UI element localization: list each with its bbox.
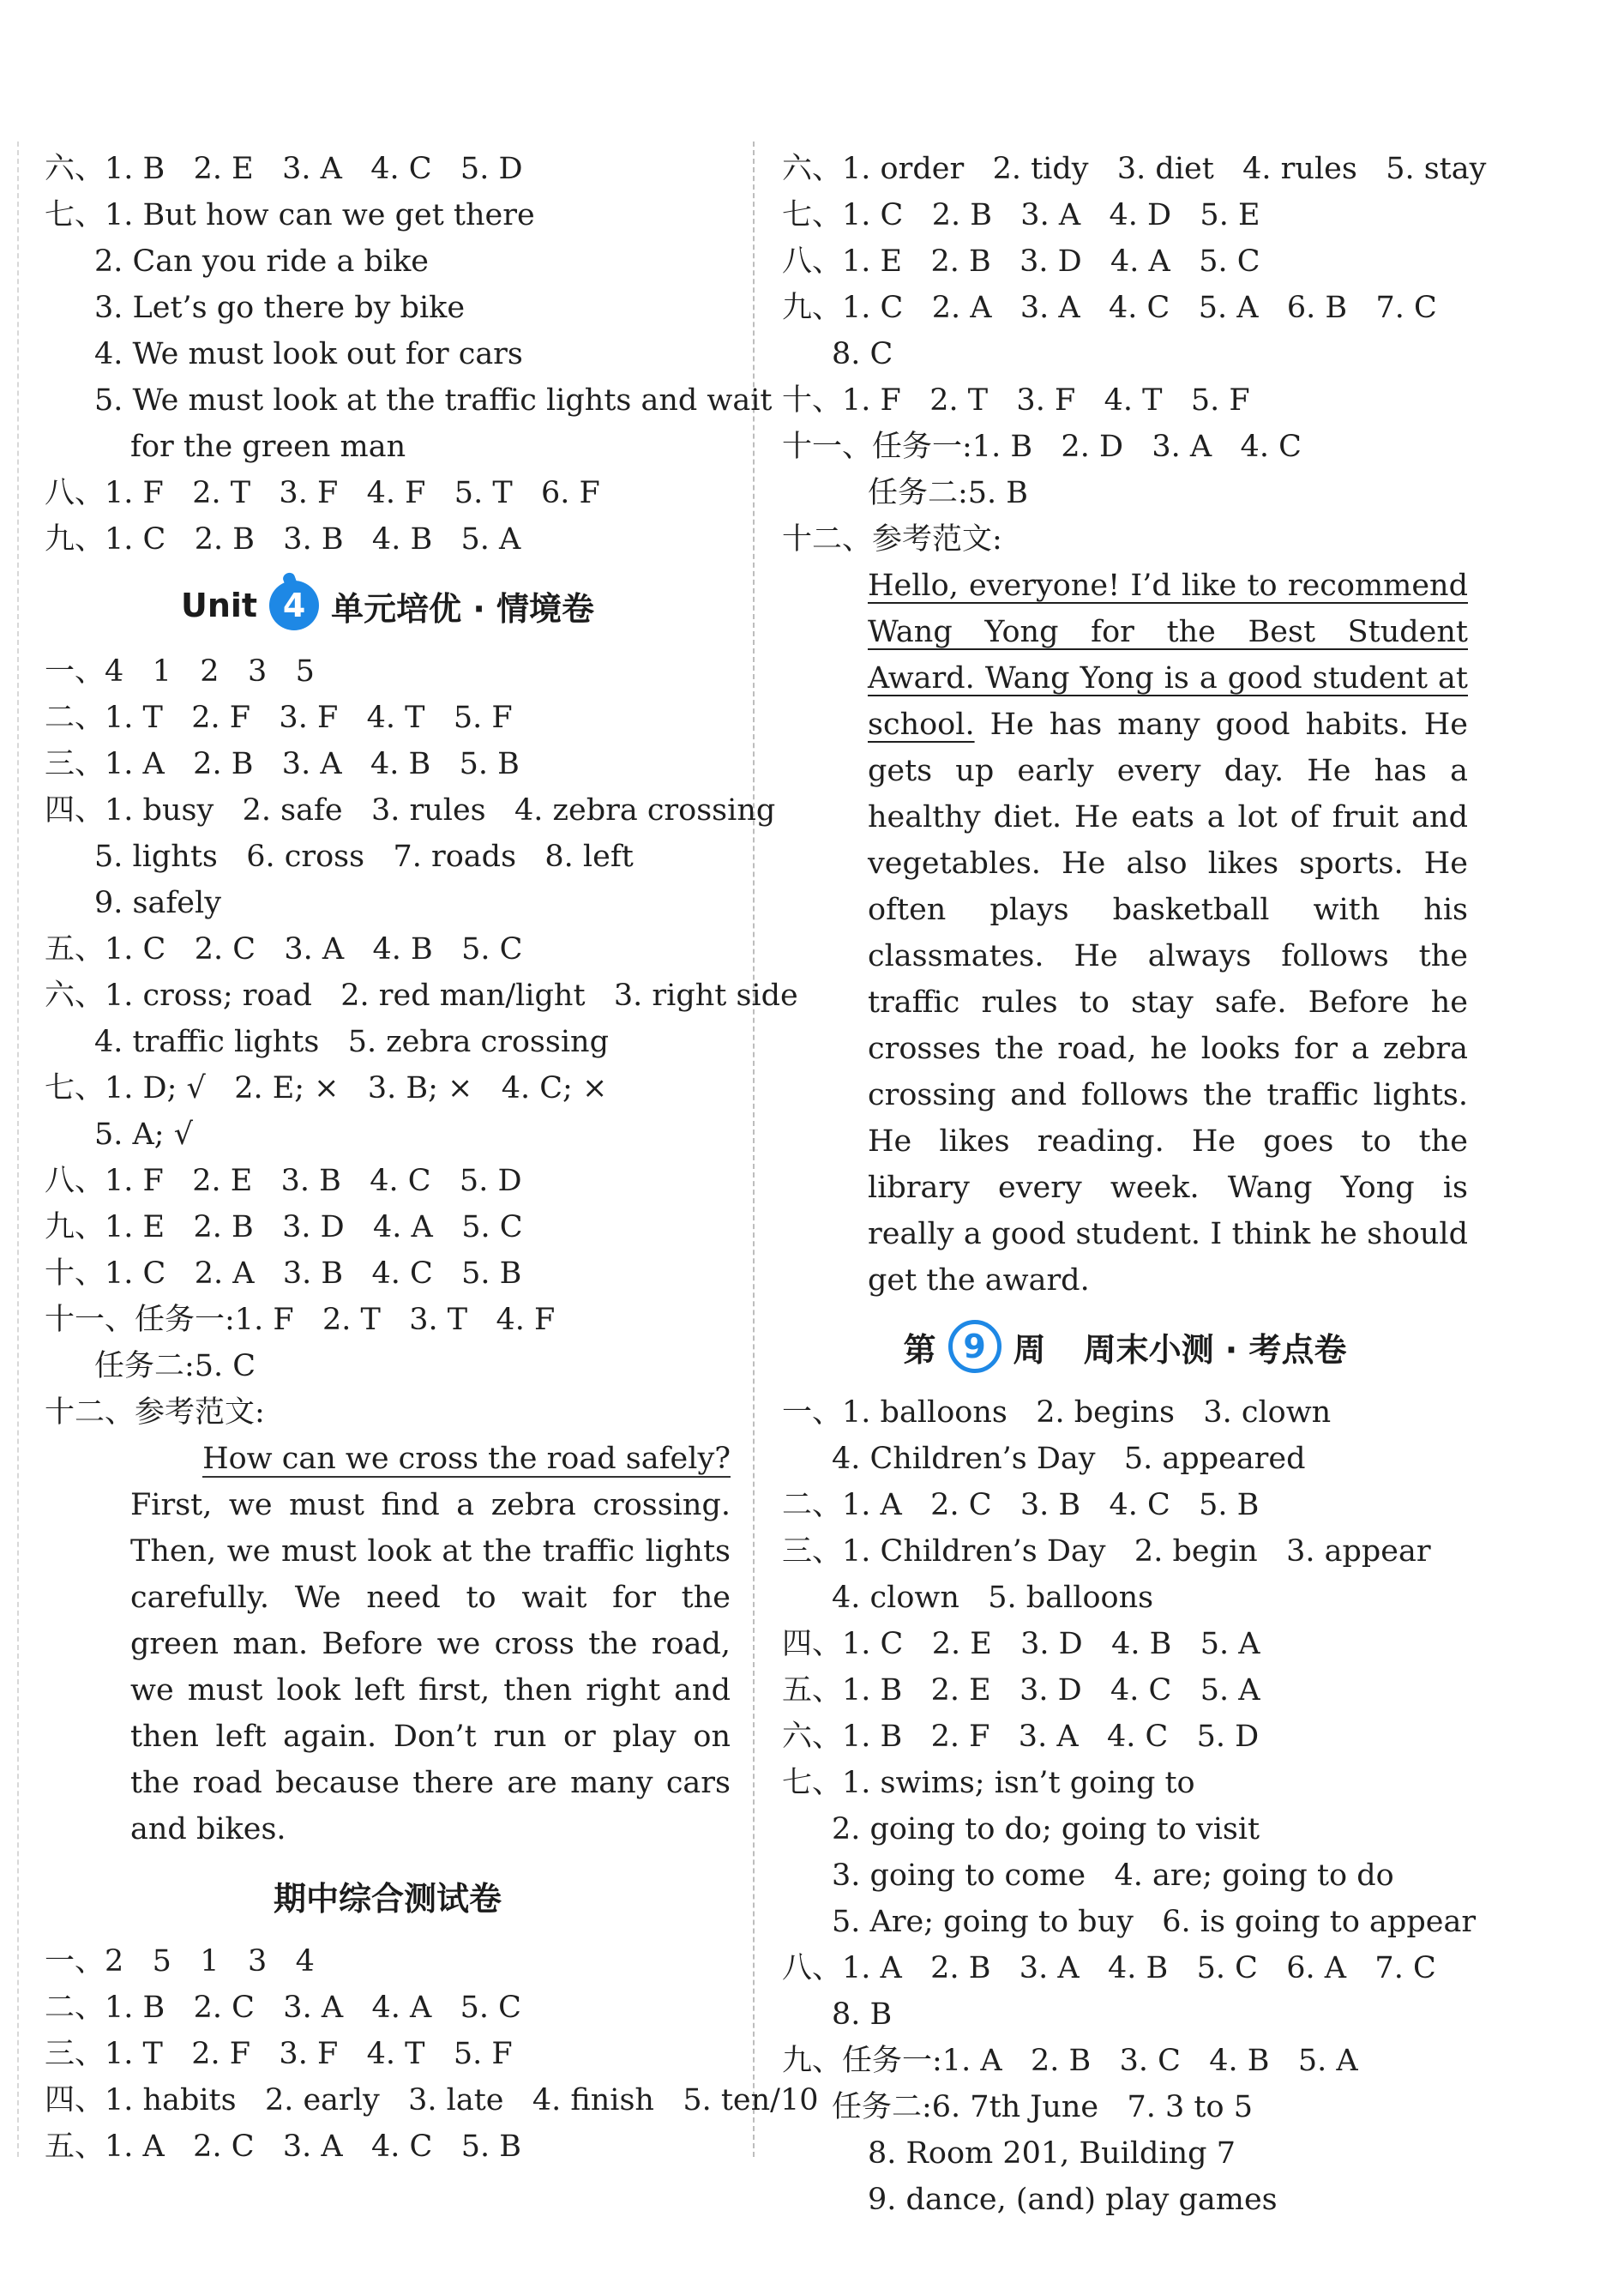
column-divider	[753, 142, 755, 2157]
answer-line	[45, 1158, 731, 1204]
question-number: 十一、	[45, 1303, 135, 1337]
midterm-heading	[45, 1852, 731, 1938]
answer-line	[782, 1899, 1477, 1945]
question-number: 十、	[45, 1256, 105, 1291]
answer-text: 1. A 2. C 3. B 4. C 5. B	[842, 1488, 1260, 1522]
question-number: 六、	[45, 979, 105, 1013]
left-answers-midterm	[45, 1938, 819, 2170]
question-number: 一、	[45, 1944, 105, 1979]
answer-text: 5. We must look at the traffic lights and wait	[94, 383, 773, 418]
answer-line	[45, 1389, 731, 1436]
left-margin-rule	[17, 142, 19, 2157]
answer-text: 9. safely	[94, 886, 221, 920]
question-number: 三、	[45, 2037, 105, 2071]
answer-text: 4 1 2 3 5	[105, 654, 315, 689]
left-essay	[45, 1436, 731, 1482]
question-number: 五、	[45, 2129, 105, 2164]
answer-line	[782, 1714, 1468, 1760]
answer-text: 1. C 2. B 3. B 4. B 5. A	[105, 522, 521, 557]
answer-text: 1. E 2. B 3. D 4. A 5. C	[842, 244, 1260, 279]
answer-line	[782, 1760, 1468, 1806]
answer-line	[45, 331, 731, 377]
question-number: 三、	[782, 1534, 843, 1569]
answer-text: 任务二:6. 7th June 7. 3 to 5	[832, 2090, 1253, 2124]
answer-text: 1. But how can we get there	[105, 198, 535, 232]
question-number: 七、	[45, 198, 105, 232]
question-number: 七、	[782, 1766, 843, 1800]
question-number: 九、	[45, 522, 105, 557]
answer-line	[782, 470, 1468, 516]
answer-line	[782, 424, 1468, 470]
answer-line	[45, 695, 731, 741]
answer-text: 参考范文:	[872, 522, 1002, 557]
answer-line	[782, 285, 1468, 331]
answer-line	[45, 377, 773, 424]
answer-line	[45, 1938, 731, 1985]
answer-text: 5. A; √	[94, 1117, 194, 1152]
answer-line	[45, 834, 731, 880]
answer-text: 任务一:1. B 2. D 3. A 4. C	[872, 430, 1302, 464]
answer-text: 1. habits 2. early 3. late 4. finish 5. ten/10	[105, 2083, 819, 2117]
question-number: 四、	[782, 1627, 843, 1661]
answer-text: 9. dance, (and) play games	[868, 2183, 1278, 2217]
answer-line	[45, 926, 731, 973]
midterm-title: 期中综合测试卷	[273, 1879, 502, 1918]
unit-title: 单元培优 · 情境卷	[331, 589, 594, 628]
right-essay	[782, 563, 1468, 1304]
answer-text: 1. F 2. E 3. B 4. C 5. D	[105, 1164, 522, 1198]
question-number: 八、	[45, 1164, 105, 1198]
question-number: 一、	[45, 654, 105, 689]
question-number: 五、	[45, 932, 105, 967]
answer-text: 3. going to come 4. are; going to do	[832, 1858, 1394, 1893]
answer-line	[45, 1343, 731, 1389]
answer-line	[45, 1065, 731, 1111]
unit4-heading	[45, 563, 731, 648]
week9-heading	[782, 1304, 1468, 1389]
answer-line	[782, 238, 1468, 285]
answer-text: 1. E 2. B 3. D 4. A 5. C	[105, 1210, 523, 1244]
answer-line	[45, 285, 731, 331]
left-column	[45, 146, 819, 2170]
question-number: 八、	[782, 1951, 843, 1985]
answer-text: 3. Let’s go there by bike	[94, 291, 466, 325]
answer-line	[782, 1621, 1468, 1667]
question-number: 六、	[782, 152, 843, 186]
answer-line	[782, 1528, 1468, 1575]
answer-text: 参考范文:	[135, 1395, 265, 1430]
answer-text: 2. Can you ride a bike	[94, 244, 430, 279]
unit-label: Unit	[180, 587, 258, 624]
answer-line	[782, 1389, 1468, 1436]
answer-text: 1. B 2. F 3. A 4. C 5. D	[842, 1720, 1260, 1754]
answer-line	[782, 192, 1468, 238]
answer-text: 1. F 2. T 3. F 4. T 5. F	[842, 383, 1250, 418]
answer-text: 任务一:1. A 2. B 3. C 4. B 5. A	[842, 2044, 1358, 2078]
answer-text: 1. A 2. B 3. A 4. B 5. B	[105, 747, 520, 781]
answer-text: 1. C 2. A 3. B 4. C 5. B	[105, 1256, 522, 1291]
answer-text: 任务二:5. B	[868, 476, 1029, 510]
answer-text: 1. D; √ 2. E; × 3. B; × 4. C; ×	[105, 1071, 608, 1105]
left-essay-body: First, we must find a zebra crossing. Then, we must look at the traffic lights carefully. We need to wait for the green man. Before we cross the road, we must look left first, then right and then left again. Don’t run or play on the road because there are many cars and bikes.	[130, 1488, 731, 1846]
question-number: 十二、	[782, 522, 873, 557]
answer-text: 1. C 2. E 3. D 4. B 5. A	[842, 1627, 1260, 1661]
question-number: 六、	[782, 1720, 843, 1754]
right-answers-week9	[782, 1389, 1477, 2223]
answer-line	[45, 1297, 731, 1343]
answer-line	[45, 648, 731, 695]
question-number: 四、	[45, 2083, 105, 2117]
answer-line	[45, 2123, 731, 2170]
question-number: 二、	[782, 1488, 843, 1522]
answer-line	[782, 1575, 1468, 1621]
answer-line	[782, 1482, 1468, 1528]
question-number: 十、	[782, 383, 843, 418]
answer-line	[45, 1111, 731, 1158]
answer-text: 1. A 2. B 3. A 4. B 5. C 6. A 7. C	[842, 1951, 1436, 1985]
answer-text: 1. B 2. E 3. D 4. C 5. A	[842, 1673, 1260, 1708]
answer-text: 1. Children’s Day 2. begin 3. appear	[842, 1534, 1431, 1569]
answer-line	[782, 2038, 1468, 2084]
left-answers-top	[45, 146, 773, 563]
answer-text: 1. B 2. E 3. A 4. C 5. D	[105, 152, 523, 186]
question-number: 九、	[45, 1210, 105, 1244]
answer-line	[782, 2084, 1468, 2130]
answer-text: 1. swims; isn’t going to	[842, 1766, 1195, 1800]
answer-text: 4. We must look out for cars	[94, 337, 523, 371]
week-number-badge: 9	[948, 1320, 1001, 1373]
question-number: 六、	[45, 152, 105, 186]
question-number: 七、	[782, 198, 843, 232]
answer-text: 任务一:1. F 2. T 3. T 4. F	[135, 1303, 556, 1337]
answer-text: 1. busy 2. safe 3. rules 4. zebra crossing	[105, 793, 776, 828]
answer-line	[782, 516, 1468, 563]
week-suffix: 周	[1013, 1330, 1046, 1369]
question-number: 九、	[782, 291, 843, 325]
essay-opening-underlined: Hello, everyone! I’d like to recommend Wang Yong for the Best Student Award. Wang Yong is a good student at school.	[868, 569, 1468, 742]
answer-text: 5. lights 6. cross 7. roads 8. left	[94, 840, 634, 874]
answer-text: 1. C 2. A 3. A 4. C 5. A 6. B 7. C	[842, 291, 1437, 325]
answer-line	[45, 787, 776, 834]
question-number: 四、	[45, 793, 105, 828]
answer-line	[45, 741, 731, 787]
week-prefix: 第	[903, 1330, 936, 1369]
right-answers-top	[782, 146, 1487, 563]
essay-title: How can we cross the road safely?	[202, 1442, 731, 1476]
answer-text: 1. T 2. F 3. F 4. T 5. F	[105, 701, 513, 735]
question-number: 二、	[45, 701, 105, 735]
question-number: 八、	[45, 476, 105, 510]
answer-line	[782, 1436, 1468, 1482]
answer-text: 1. C 2. C 3. A 4. B 5. C	[105, 932, 523, 967]
left-answers-unit4	[45, 648, 798, 1436]
answer-line	[45, 470, 731, 516]
answer-line	[45, 1250, 731, 1297]
answer-line	[45, 146, 731, 192]
answer-line	[782, 377, 1468, 424]
question-number: 十一、	[782, 430, 873, 464]
answer-text: 8. Room 201, Building 7	[868, 2136, 1236, 2171]
answer-line	[45, 424, 731, 470]
answer-text: 2 5 1 3 4	[105, 1944, 315, 1979]
week-title: 周末小测 · 考点卷	[1083, 1330, 1347, 1369]
answer-line	[782, 331, 1468, 377]
question-number: 三、	[45, 747, 105, 781]
answer-text: 1. order 2. tidy 3. diet 4. rules 5. stay	[842, 152, 1487, 186]
question-number: 二、	[45, 1991, 105, 2025]
answer-line	[45, 1204, 731, 1250]
answer-text: 4. Children’s Day 5. appeared	[832, 1442, 1306, 1476]
answer-line	[782, 1806, 1468, 1852]
answer-text: 1. balloons 2. begins 3. clown	[842, 1395, 1332, 1430]
answer-line	[45, 973, 798, 1019]
answer-line	[45, 2031, 731, 2077]
answer-text: 1. cross; road 2. red man/light 3. right side	[105, 979, 798, 1013]
answer-line	[782, 2177, 1468, 2223]
answer-line	[45, 516, 731, 563]
answer-line	[45, 1985, 731, 2031]
answer-text: 8. B	[832, 1997, 893, 2032]
question-number: 五、	[782, 1673, 843, 1708]
answer-line	[45, 192, 731, 238]
answer-text: 1. B 2. C 3. A 4. A 5. C	[105, 1991, 521, 2025]
answer-text: 1. A 2. C 3. A 4. C 5. B	[105, 2129, 521, 2164]
answer-text: 5. Are; going to buy 6. is going to appear	[832, 1905, 1477, 1939]
answer-text: 2. going to do; going to visit	[832, 1812, 1260, 1846]
answer-line	[782, 146, 1487, 192]
essay-body: He has many good habits. He gets up early every day. He has a healthy diet. He eats a lot of fruit and vegetables. He also likes sports. He often plays basketball with his classmates. He always follows the traffic rules to stay safe. Before he crosses the road, he looks for a zebra crossing and follows the traffic lights. He likes reading. He goes to the library every week. Wang Yong is really a good student. I think he should get the award.	[868, 708, 1468, 1298]
answer-text: 1. F 2. T 3. F 4. F 5. T 6. F	[105, 476, 600, 510]
answer-text: 任务二:5. C	[94, 1349, 256, 1383]
answer-line	[45, 1019, 731, 1065]
question-number: 九、	[782, 2044, 843, 2078]
answer-line	[45, 2077, 819, 2123]
answer-text: 4. traffic lights 5. zebra crossing	[94, 1025, 609, 1059]
answer-line	[782, 1852, 1468, 1899]
answer-text: 1. C 2. B 3. A 4. D 5. E	[842, 198, 1260, 232]
answer-text: for the green man	[130, 430, 406, 464]
answer-line	[45, 880, 731, 926]
answer-line	[782, 1945, 1468, 1991]
question-number: 八、	[782, 244, 843, 279]
question-number: 一、	[782, 1395, 843, 1430]
answer-text: 8. C	[832, 337, 893, 371]
unit-number-badge: 4	[269, 581, 319, 630]
answer-text: 1. T 2. F 3. F 4. T 5. F	[105, 2037, 513, 2071]
answer-line	[782, 1667, 1468, 1714]
right-column	[782, 146, 1487, 2223]
answer-line	[45, 238, 731, 285]
answer-text: 4. clown 5. balloons	[832, 1581, 1154, 1615]
question-number: 十二、	[45, 1395, 135, 1430]
answer-line	[782, 2130, 1468, 2177]
answer-line	[782, 1991, 1468, 2038]
question-number: 七、	[45, 1071, 105, 1105]
